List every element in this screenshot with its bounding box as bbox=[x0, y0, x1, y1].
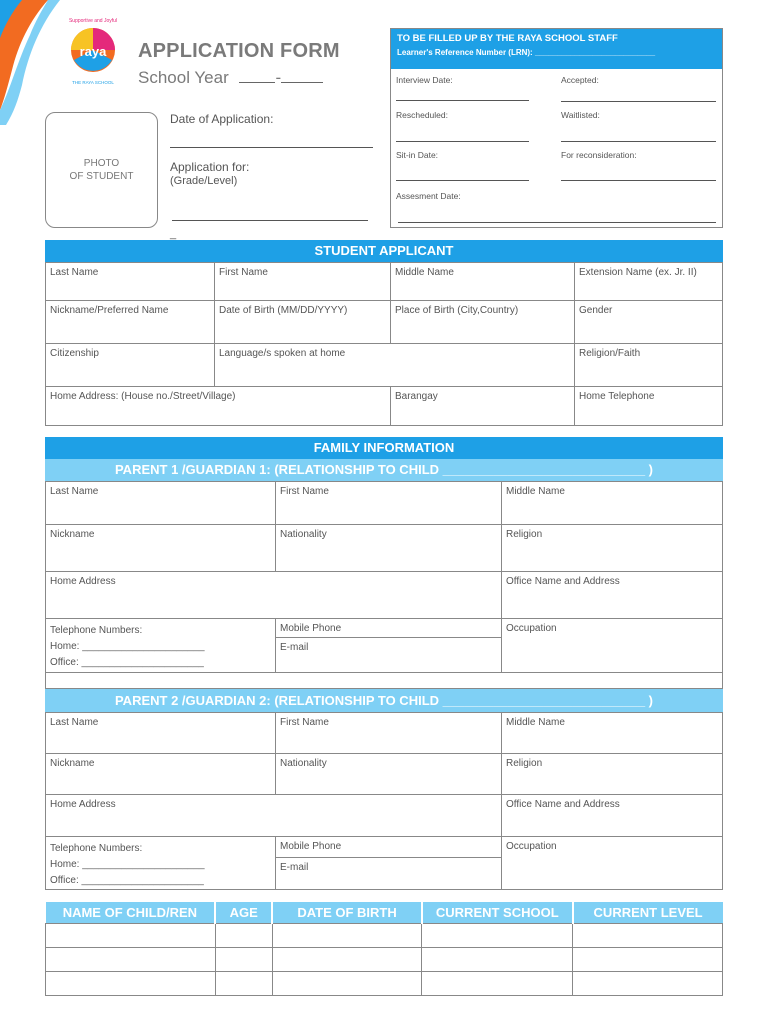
staff-box-header bbox=[391, 29, 722, 69]
raya-school-logo bbox=[60, 14, 126, 90]
parent2-nationality-cell[interactable] bbox=[276, 754, 502, 795]
parent1-occupation-cell[interactable] bbox=[502, 619, 722, 673]
student-religion-cell[interactable] bbox=[575, 344, 722, 387]
parent1-nationality-cell[interactable] bbox=[276, 525, 502, 572]
child-name-cell[interactable] bbox=[46, 971, 216, 995]
parent2-email-label: E-mail bbox=[280, 862, 309, 873]
parent1-last-name-label: Last Name bbox=[50, 486, 99, 497]
child-level-cell[interactable] bbox=[573, 923, 723, 947]
parent2-first-name-label: First Name bbox=[280, 717, 329, 728]
parent1-middle-name-label: Middle Name bbox=[506, 486, 565, 497]
school-year-end-blank[interactable] bbox=[281, 69, 323, 83]
staff-use-box bbox=[390, 28, 723, 228]
school-year-label: School Year bbox=[138, 68, 229, 87]
parent2-occupation-cell[interactable] bbox=[502, 837, 722, 889]
child-dob-cell[interactable] bbox=[272, 923, 422, 947]
parent2-home-address-label: Home Address bbox=[50, 799, 116, 810]
parent1-home-tel-label: Home: ______________________ bbox=[50, 641, 205, 652]
parent1-first-name-label: First Name bbox=[280, 486, 329, 497]
parent2-nationality-label: Nationality bbox=[280, 758, 327, 769]
date-of-application-line[interactable] bbox=[170, 147, 373, 148]
child-dob-cell[interactable] bbox=[272, 971, 422, 995]
lrn-label: Learner's Reference Number (LRN): ___________________________ bbox=[397, 48, 656, 57]
student-languages-label: Language/s spoken at home bbox=[219, 348, 346, 359]
student-last-name-label: Last Name bbox=[50, 267, 99, 278]
parent1-office-cell[interactable] bbox=[502, 572, 722, 619]
child-school-cell[interactable] bbox=[422, 971, 573, 995]
application-for-label: Application for: bbox=[170, 160, 250, 174]
parent2-telephone-label: Telephone Numbers: bbox=[50, 843, 143, 854]
photo-label-line2: OF STUDENT bbox=[69, 171, 134, 182]
student-middle-name-cell[interactable] bbox=[391, 263, 575, 301]
child-school-cell[interactable] bbox=[422, 947, 573, 971]
child-level-cell[interactable] bbox=[573, 947, 723, 971]
parent2-home-address-cell[interactable] bbox=[46, 795, 502, 837]
student-citizenship-cell[interactable] bbox=[46, 344, 215, 387]
parent2-middle-name-label: Middle Name bbox=[506, 717, 565, 728]
child-level-cell[interactable] bbox=[573, 971, 723, 995]
children-table-header-row bbox=[46, 902, 723, 923]
interview-date-label: Interview Date: bbox=[396, 75, 453, 85]
assessment-date-line[interactable] bbox=[398, 222, 716, 223]
application-for-line[interactable] bbox=[172, 220, 368, 221]
parent1-grid bbox=[45, 481, 723, 689]
parent1-telephone-cell[interactable] bbox=[46, 619, 276, 673]
student-applicant-grid bbox=[45, 262, 723, 426]
parent1-telephone-label: Telephone Numbers: bbox=[50, 625, 143, 636]
child-name-cell[interactable] bbox=[46, 947, 216, 971]
student-home-telephone-cell[interactable] bbox=[575, 387, 722, 425]
school-year-field bbox=[138, 68, 323, 88]
student-gender-cell[interactable] bbox=[575, 301, 722, 344]
assessment-date-label: Assesment Date: bbox=[396, 191, 461, 201]
child-name-cell[interactable] bbox=[46, 923, 216, 947]
parent1-home-address-cell[interactable] bbox=[46, 572, 502, 619]
col-header-age: AGE bbox=[215, 902, 272, 923]
parent2-religion-cell[interactable] bbox=[502, 754, 722, 795]
col-header-name: NAME OF CHILD/REN bbox=[46, 902, 216, 923]
rescheduled-line[interactable] bbox=[396, 141, 529, 142]
form-title: APPLICATION FORM bbox=[138, 40, 340, 62]
parent2-nickname-cell[interactable] bbox=[46, 754, 276, 795]
sit-in-date-label: Sit-in Date: bbox=[396, 150, 439, 160]
waitlisted-line[interactable] bbox=[561, 141, 716, 142]
student-dob-label: Date of Birth (MM/DD/YYYY) bbox=[219, 305, 348, 316]
staff-box-title: TO BE FILLED UP BY THE RAYA SCHOOL STAFF bbox=[397, 33, 618, 44]
student-pob-label: Place of Birth (City,Country) bbox=[395, 305, 519, 316]
student-middle-name-label: Middle Name bbox=[395, 267, 454, 278]
parent1-nickname-label: Nickname bbox=[50, 529, 95, 540]
grade-level-label: (Grade/Level) bbox=[170, 175, 238, 187]
photo-label-line1: PHOTO bbox=[83, 158, 120, 169]
parent2-office-cell[interactable] bbox=[502, 795, 722, 837]
logo-wordmark: raya bbox=[79, 44, 107, 59]
student-barangay-label: Barangay bbox=[395, 391, 438, 402]
parent1-mobile-label: Mobile Phone bbox=[280, 623, 342, 634]
student-home-address-cell[interactable] bbox=[46, 387, 391, 425]
children-table bbox=[45, 902, 723, 996]
rescheduled-label: Rescheduled: bbox=[396, 110, 448, 120]
family-information-header: FAMILY INFORMATION bbox=[45, 437, 723, 459]
parent2-last-name-cell[interactable] bbox=[46, 713, 276, 754]
student-gender-label: Gender bbox=[579, 305, 613, 316]
logo-top-text: Supportive and Joyful bbox=[68, 18, 118, 24]
child-age-cell[interactable] bbox=[215, 947, 272, 971]
student-home-address-label: Home Address: (House no./Street/Village) bbox=[50, 391, 236, 402]
parent2-mobile-label: Mobile Phone bbox=[280, 841, 342, 852]
student-nickname-cell[interactable] bbox=[46, 301, 215, 344]
parent1-middle-name-cell[interactable] bbox=[502, 482, 722, 525]
sit-in-date-line[interactable] bbox=[396, 180, 529, 181]
parent1-header: PARENT 1 /GUARDIAN 1: (RELATIONSHIP TO CHILD ____________________________ ) bbox=[45, 459, 723, 481]
parent2-email-cell[interactable] bbox=[276, 858, 502, 889]
parent2-office-label: Office Name and Address bbox=[506, 799, 620, 810]
student-applicant-header: STUDENT APPLICANT bbox=[45, 240, 723, 262]
date-of-application-label: Date of Application: bbox=[170, 112, 274, 126]
stray-dash: _ bbox=[170, 228, 177, 240]
parent2-mobile-cell[interactable] bbox=[276, 837, 502, 858]
child-school-cell[interactable] bbox=[422, 923, 573, 947]
accepted-line[interactable] bbox=[561, 101, 716, 102]
student-citizenship-label: Citizenship bbox=[50, 348, 99, 359]
school-year-start-blank[interactable] bbox=[239, 69, 275, 83]
parent1-religion-cell[interactable] bbox=[502, 525, 722, 572]
parent2-last-name-label: Last Name bbox=[50, 717, 99, 728]
student-dob-cell[interactable] bbox=[215, 301, 391, 344]
parent1-email-cell[interactable] bbox=[276, 638, 502, 673]
col-header-school: CURRENT SCHOOL bbox=[422, 902, 573, 923]
parent2-occupation-label: Occupation bbox=[506, 841, 557, 852]
for-reconsideration-line[interactable] bbox=[561, 180, 716, 181]
student-religion-label: Religion/Faith bbox=[579, 348, 641, 359]
col-header-level: CURRENT LEVEL bbox=[573, 902, 723, 923]
parent1-email-label: E-mail bbox=[280, 642, 309, 653]
table-row bbox=[46, 971, 723, 995]
parent1-mobile-cell[interactable] bbox=[276, 619, 502, 638]
photo-of-student-box[interactable] bbox=[45, 112, 158, 228]
parent2-first-name-cell[interactable] bbox=[276, 713, 502, 754]
parent1-office-label: Office Name and Address bbox=[506, 576, 620, 587]
parent2-grid bbox=[45, 712, 723, 890]
interview-date-line[interactable] bbox=[396, 100, 529, 101]
school-year-separator: - bbox=[275, 68, 282, 87]
student-first-name-cell[interactable] bbox=[215, 263, 391, 301]
accepted-label: Accepted: bbox=[561, 75, 599, 85]
parent1-occupation-label: Occupation bbox=[506, 623, 557, 634]
parent2-telephone-cell[interactable] bbox=[46, 837, 276, 889]
student-extension-name-cell[interactable] bbox=[575, 263, 722, 301]
parent1-nickname-cell[interactable] bbox=[46, 525, 276, 572]
parent1-first-name-cell[interactable] bbox=[276, 482, 502, 525]
for-reconsideration-label: For reconsideration: bbox=[561, 150, 637, 160]
parent1-religion-label: Religion bbox=[506, 529, 543, 540]
table-row bbox=[46, 947, 723, 971]
student-barangay-cell[interactable] bbox=[391, 387, 575, 425]
student-pob-cell[interactable] bbox=[391, 301, 575, 344]
parent1-nationality-label: Nationality bbox=[280, 529, 327, 540]
parent1-home-address-label: Home Address bbox=[50, 576, 116, 587]
student-languages-cell[interactable] bbox=[215, 344, 575, 387]
parent2-office-tel-label: Office: ______________________ bbox=[50, 875, 204, 886]
child-dob-cell[interactable] bbox=[272, 947, 422, 971]
student-nickname-label: Nickname/Preferred Name bbox=[50, 305, 169, 316]
student-home-telephone-label: Home Telephone bbox=[579, 391, 655, 402]
table-row bbox=[46, 923, 723, 947]
parent2-nickname-label: Nickname bbox=[50, 758, 95, 769]
child-age-cell[interactable] bbox=[215, 971, 272, 995]
parent2-header: PARENT 2 /GUARDIAN 2: (RELATIONSHIP TO CHILD ____________________________ ) bbox=[45, 689, 723, 712]
waitlisted-label: Waitlisted: bbox=[561, 110, 600, 120]
parent1-office-tel-label: Office: ______________________ bbox=[50, 657, 204, 668]
logo-bottom-text: THE RAYA SCHOOL bbox=[72, 80, 114, 85]
child-age-cell[interactable] bbox=[215, 923, 272, 947]
parent2-middle-name-cell[interactable] bbox=[502, 713, 722, 754]
parent2-religion-label: Religion bbox=[506, 758, 543, 769]
parent1-last-name-cell[interactable] bbox=[46, 482, 276, 525]
student-last-name-cell[interactable] bbox=[46, 263, 215, 301]
col-header-dob: DATE OF BIRTH bbox=[272, 902, 422, 923]
parent2-home-tel-label: Home: ______________________ bbox=[50, 859, 205, 870]
student-first-name-label: First Name bbox=[219, 267, 268, 278]
student-extension-name-label: Extension Name (ex. Jr. II) bbox=[579, 267, 697, 278]
